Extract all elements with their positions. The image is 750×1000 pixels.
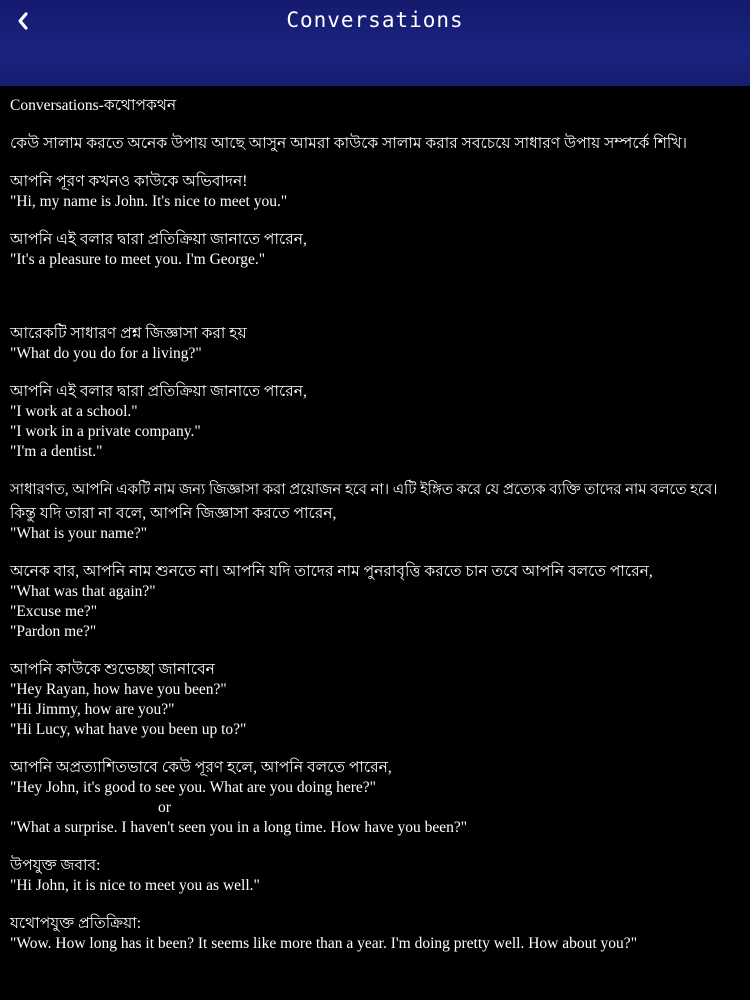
example-sentence: "I work at a school." (10, 403, 138, 420)
example-sentence: "I'm a dentist." (10, 443, 103, 460)
navigation-bar (0, 0, 750, 86)
example-sentence: "Hey Rayan, how have you been?" (10, 681, 227, 698)
section-prompt: আরেকটি সাধারণ প্রশ্ন জিজ্ঞাসা করা হয় (10, 325, 247, 342)
lesson-content (10, 96, 745, 954)
section-prompt: আপনি পূরণ কখনও কাউকে অভিবাদন! (10, 173, 248, 190)
section-prompt: অনেক বার, আপনি নাম শুনতে না। আপনি যদি তাদের নাম পুনরাবৃত্তি করতে চান তবে আপনি বলতে পারেন, (10, 563, 653, 580)
example-sentence: "It's a pleasure to meet you. I'm George." (10, 251, 266, 268)
example-sentence: "I work in a private company." (10, 423, 201, 440)
intro-text: কেউ সালাম করতে অনেক উপায় আছে আসুন আমরা কাউকে সালাম করার সবচেয়ে সাধারণ উপায় সম্পর্কে শিখি। (10, 135, 688, 152)
example-sentence: "Excuse me?" (10, 603, 98, 620)
example-sentence: "Hi John, it is nice to meet you as well." (10, 877, 260, 894)
or-separator: or (158, 799, 171, 816)
section-prompt: আপনি কাউকে শুভেচ্ছা জানাবেন (10, 661, 215, 678)
section-prompt: আপনি এই বলার দ্বারা প্রতিক্রিয়া জানাতে পারেন, (10, 231, 307, 248)
section-prompt: আপনি অপ্রত্যাশিতভাবে কেউ পূরণ হলে, আপনি বলতে পারেন, (10, 759, 392, 776)
example-sentence: "What was that again?" (10, 583, 156, 600)
section-prompt: সাধারণত, আপনি একটি নাম জন্য জিজ্ঞাসা করা প্রয়োজন হবে না। এটি ইঙ্গিত করে যে প্রত্যেক ব্যক্তি তাদের নাম বলতে হবে। (10, 482, 718, 498)
lesson-heading: Conversations-কথোপকথন (10, 97, 177, 114)
section-prompt: যথোপযুক্ত প্রতিক্রিয়া: (10, 915, 142, 932)
example-sentence: "Wow. How long has it been? It seems like more than a year. I'm doing pretty well. How about you?" (10, 935, 638, 952)
example-sentence: "What is your name?" (10, 525, 148, 542)
example-sentence: "Hi Jimmy, how are you?" (10, 701, 175, 718)
example-sentence: "Pardon me?" (10, 623, 97, 640)
section-prompt: উপযুক্ত জবাব: (10, 857, 101, 874)
example-sentence: "Hi, my name is John. It's nice to meet you." (10, 193, 288, 210)
example-sentence: "Hi Lucy, what have you been up to?" (10, 721, 247, 738)
section-prompt: আপনি এই বলার দ্বারা প্রতিক্রিয়া জানাতে পারেন, (10, 383, 307, 400)
example-sentence: "Hey John, it's good to see you. What are you doing here?" (10, 779, 376, 796)
section-prompt: কিন্তু যদি তারা না বলে, আপনি জিজ্ঞাসা করতে পারেন, (10, 505, 337, 522)
example-sentence: "What do you do for a living?" (10, 345, 202, 362)
example-sentence: "What a surprise. I haven't seen you in a long time. How have you been?" (10, 819, 468, 836)
page-title: Conversations (286, 8, 464, 32)
